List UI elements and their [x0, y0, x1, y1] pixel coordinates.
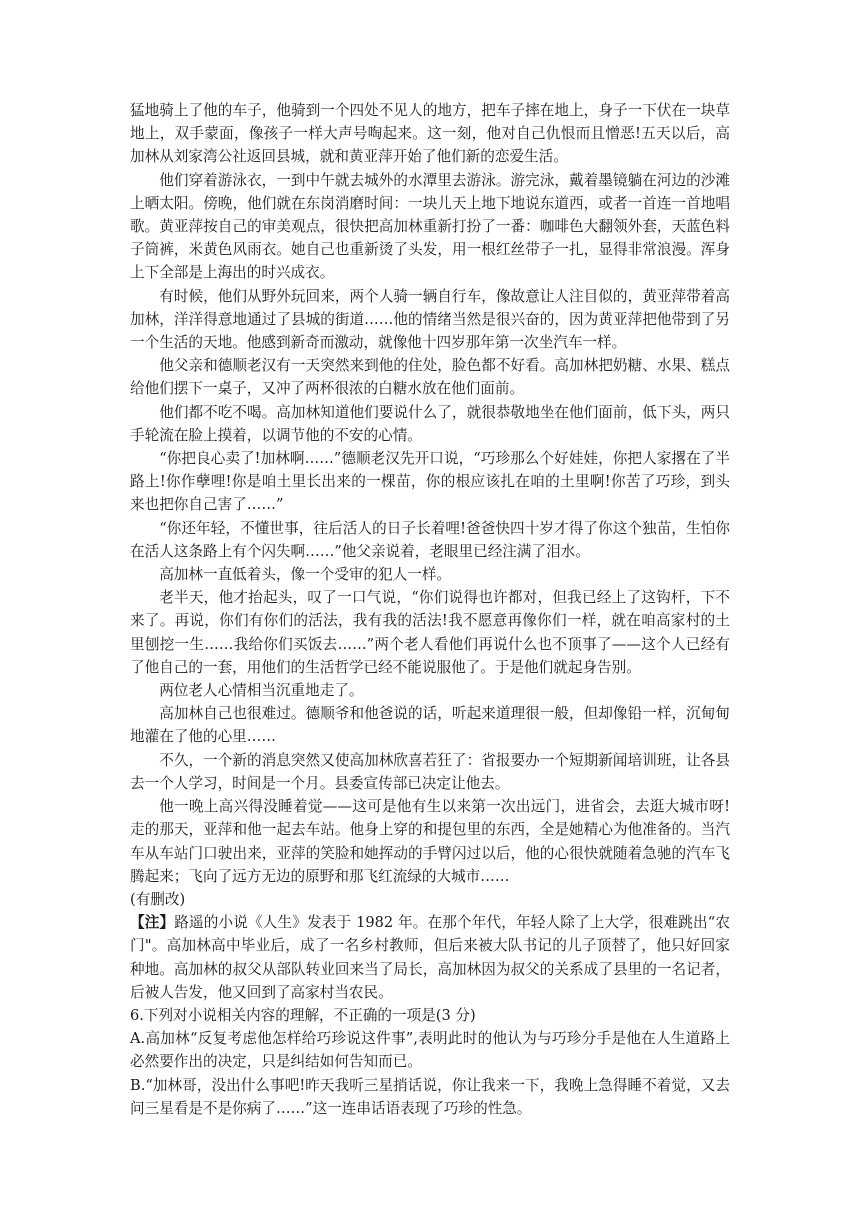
question-option-a: A.高加林“反复考虑他怎样给巧珍说这件事”,表明此时的他认为与巧珍分手是他在人生道路上必然要作出的决定，只是纠结如何告知而已。: [130, 1030, 730, 1071]
question-stem: 6.下列对小说相关内容的理解，不正确的一项是(3 分): [130, 1006, 476, 1024]
story-paragraph: 他们穿着游泳衣，一到中午就去城外的水潭里去游泳。游完泳，戴着墨镜躺在河边的沙滩上晒太阳。傍晚，他们就在东岗消磨时间：一块儿天上地下地说东道西，或者一首连一首地唱歌。黄亚萍按自己的审美观点，很快把高加林重新打扮了一番：咖啡色大翻领外套，天蓝色料子筒裤，米黄色风雨衣。她自己也重新烫了头发，用一根红丝带子一扎，显得非常浪漫。浑身上下全部是上海出的时兴成衣。: [130, 171, 730, 282]
story-paragraph: 猛地骑上了他的车子，他骑到一个四处不见人的地方，把车子摔在地上，身子一下伏在一块草地上，双手蒙面，像孩子一样大声号啕起来。这一刻，他对自己仇恨而且憎恶!五天以后，高加林从刘家湾公社返回县城，就和黄亚萍开始了他们新的恋爱生活。: [130, 102, 730, 166]
story-paragraph: 有时候，他们从野外玩回来，两个人骑一辆自行车，像故意让人注目似的，黄亚萍带着高加林，洋洋得意地通过了县城的街道……他的情绪当然是很兴奋的，因为黄亚萍把他带到了另一个生活的天地。他感到新奇而激动，就像他十四岁那年第一次坐汽车一样。: [130, 287, 730, 352]
story-paragraph: 高加林一直低着头，像一个受审的犯人一样。: [159, 566, 452, 584]
document-body: [130, 99, 730, 1120]
story-paragraph: 老半天，他才抬起头，叹了一口气说，“你们说得也许都对，但我已经上了这钩杆，下不来了。再说，你们有你们的活法，我有我的活法!我不愿意再像你们一样，就在咱高家村的土里刨挖一生……我给你们买饭去……”两个老人看他们再说什么也不顶事了——这个人已经有了他自己的一套，用他们的生活哲学已经不能说服他了。于是他们就起身告别。: [130, 589, 730, 676]
story-paragraph: 他一晚上高兴得没睡着觉——这可是他有生以来第一次出远门，进省会，去逛大城市呀!走的那天，亚萍和他一起去车站。他身上穿的和提包里的东西，全是她精心为他准备的。当汽车从车站门口驶出来，亚萍的笑脸和她挥动的手臂闪过以后，他的心很快就随着急驰的汽车飞腾起来；飞向了远方无边的原野和那飞红流绿的大城市……: [130, 798, 730, 885]
note-text: 路遥的小说《人生》发表于 1982 年。在那个年代，年轻人除了上大学，很难跳出“农门"。高加林高中毕业后，成了一名乡村教师，但后来被大队书记的儿子顶替了，他只好回家种地。高加林的叔父从部队转业回来当了局长，高加林因为叔父的关系成了县里的一名记者，后被人告发，他又回到了高家村当农民。: [130, 914, 730, 1001]
story-paragraph: 不久，一个新的消息突然又使高加林欣喜若狂了：省报要办一个短期新闻培训班，让各县去一个人学习，时间是一个月。县委宣传部已决定让他去。: [130, 751, 730, 792]
story-paragraph: 他父亲和德顺老汉有一天突然来到他的住处，脸色都不好看。高加林把奶糖、水果、糕点给他们摆下一桌子，又冲了两杯很浓的白糖水放在他们面前。: [130, 357, 730, 398]
story-paragraph: “你把良心卖了!加林啊……”德顺老汉先开口说，“巧珍那么个好娃娃，你把人家撂在了半路上!你作孽哩!你是咱土里长出来的一棵苗，你的根应该扎在咱的土里啊!你苦了巧珍，到头来也把你自己害了……”: [130, 450, 730, 514]
story-paragraph: 两位老人心情相当沉重地走了。: [159, 682, 364, 700]
note-tag: 【注】: [130, 914, 175, 932]
question-option-b: B.“加林哥，没出什么事吧!昨天我听三星捎话说，你让我来一下，我晚上急得睡不着觉，又去问三星看是不是你病了……”这一连串话语表现了巧珍的性急。: [130, 1076, 730, 1117]
story-paragraph: 高加林自己也很难过。德顺爷和他爸说的话，听起来道理很一般，但却像铅一样，沉甸甸地灌在了他的心里……: [130, 705, 730, 746]
abridged-note: (有删改): [130, 890, 186, 908]
story-paragraph: 他们都不吃不喝。高加林知道他们要说什么了，就很恭敬地坐在他们面前，低下头，两只手轮流在脸上摸着，以调节他的不安的心情。: [130, 403, 730, 444]
story-paragraph: “你还年轻，不懂世事，往后活人的日子长着哩!爸爸快四十岁才得了你这个独苗，生怕你在活人这条路上有个闪失啊……”他父亲说着，老眼里已经注满了泪水。: [130, 519, 730, 560]
annotation-note: [130, 911, 730, 1004]
